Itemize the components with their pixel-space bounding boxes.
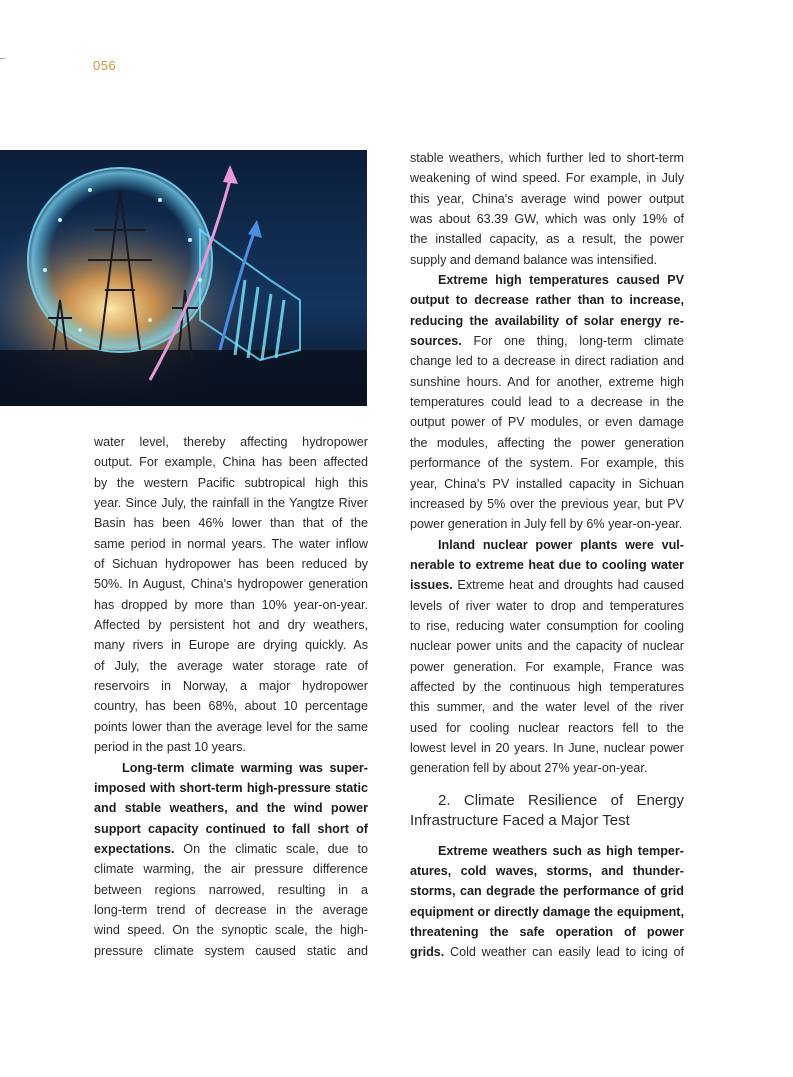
text-line — [410, 922, 684, 942]
text-line — [410, 902, 684, 922]
text-line — [94, 758, 368, 778]
text-line — [410, 575, 684, 595]
text-line — [410, 453, 684, 473]
body-text: nuclear power units and the capacity of nuclear — [410, 639, 684, 654]
text-line — [410, 372, 684, 392]
lightbulb-power-grid-photo — [0, 150, 367, 406]
text-line — [94, 656, 368, 676]
section-heading — [410, 791, 684, 831]
text-line — [410, 311, 684, 331]
body-text: increased by 5% over the previous year, but PV — [410, 496, 684, 511]
text-line — [94, 534, 368, 554]
paragraph — [410, 270, 684, 534]
section-heading-line: Infrastructure Faced a Major Test — [410, 811, 630, 829]
text-line — [94, 798, 368, 818]
section-heading-line: 2. Climate Resilience of Energy — [438, 791, 684, 809]
text-line — [94, 839, 368, 859]
text-line — [94, 778, 368, 798]
paragraph — [94, 758, 368, 961]
text-line — [94, 880, 368, 900]
text-line — [94, 819, 368, 839]
body-text: many rivers in Europe are drying quickly. As — [94, 638, 368, 653]
body-text: year. Since July, the rainfall in the Yangtze River — [94, 496, 368, 511]
body-text: output power of PV modules, or even damage — [410, 415, 684, 430]
text-line — [410, 596, 684, 616]
text-line — [410, 392, 684, 412]
bold-lead-text: support capacity continued to fall short of — [94, 821, 368, 836]
body-text: to rise, reducing water consumption for cooling — [410, 618, 684, 633]
body-text: of Sichuan hydropower has been reduced by — [94, 557, 368, 572]
body-text: Cold weather can easily lead to icing of — [444, 945, 684, 960]
text-line — [410, 474, 684, 494]
body-text: lowest level in 20 years. In June, nuclear power — [410, 740, 684, 755]
text-line — [410, 433, 684, 453]
text-line — [410, 412, 684, 432]
body-text: affected by the continuous high temperatures — [410, 679, 684, 694]
body-text: this year, China's average wind power output — [410, 191, 684, 206]
crop-mark — [0, 58, 5, 59]
text-line — [94, 432, 368, 452]
right-text-column — [410, 148, 684, 963]
text-line — [94, 635, 368, 655]
text-line — [94, 595, 368, 615]
bold-lead-text: grids. — [410, 945, 445, 960]
text-line — [410, 535, 684, 555]
text-line — [94, 920, 368, 940]
text-line — [94, 717, 368, 737]
text-line — [410, 841, 684, 861]
body-text: performance of the system. For example, this — [410, 456, 684, 471]
text-line — [410, 290, 684, 310]
body-text: power generation in July fell by 6% year-on-year. — [410, 517, 683, 532]
text-line — [410, 270, 684, 290]
body-text: points lower than the average level for the same — [94, 719, 368, 734]
bold-lead-text: Extreme high temperatures caused PV — [438, 273, 684, 288]
text-line — [410, 677, 684, 697]
body-text: Affected by persistent hot and dry weathers, — [94, 618, 368, 633]
paragraph — [410, 841, 684, 963]
text-line — [410, 250, 684, 270]
bold-lead-text: imposed with short-term high-pressure static — [94, 780, 368, 795]
body-text: For one thing, long-term climate — [461, 334, 684, 349]
bold-lead-text: threatening the safe operation of power — [410, 925, 684, 940]
text-line — [410, 351, 684, 371]
body-text: stable weathers, which further led to short-term — [410, 151, 684, 165]
text-line — [410, 657, 684, 677]
bold-lead-text: issues. — [410, 578, 453, 593]
bold-lead-text: reducing the availability of solar energy re- — [410, 313, 684, 328]
body-text: climate warming, the air pressure difference — [94, 862, 368, 877]
text-line — [94, 493, 368, 513]
paragraph — [94, 432, 368, 758]
bold-lead-text: and stable weathers, and the wind power — [94, 801, 368, 816]
body-text: by the western Pacific subtropical high this — [94, 475, 368, 490]
page-number: 056 — [93, 58, 117, 73]
left-text-column — [94, 432, 368, 961]
bold-lead-text: Extreme weathers such as high temper- — [438, 843, 684, 858]
body-text: period in the past 10 years. — [94, 740, 246, 755]
text-line — [410, 718, 684, 738]
body-text: year, China's PV installed capacity in Sichuan — [410, 476, 684, 491]
body-text: pressure climate system caused static and — [94, 943, 368, 958]
text-line — [410, 331, 684, 351]
bold-lead-text: sources. — [410, 334, 462, 349]
body-text: power generation. For example, France was — [410, 659, 684, 674]
body-text: of July, the average water storage rate of — [94, 658, 368, 673]
text-line — [94, 859, 368, 879]
text-line — [94, 696, 368, 716]
text-line — [410, 189, 684, 209]
body-text: weakening of wind speed. For example, in July — [410, 171, 684, 186]
text-line — [94, 676, 368, 696]
text-line — [410, 555, 684, 575]
body-text: the installed capacity, as a result, the power — [410, 232, 684, 247]
body-text: temperatures could lead to a decrease in the — [410, 395, 684, 410]
body-text: sunshine hours. And for another, extreme high — [410, 374, 684, 389]
text-line — [410, 942, 684, 962]
text-line — [410, 168, 684, 188]
text-line — [410, 229, 684, 249]
bold-lead-text: Inland nuclear power plants were vul- — [438, 537, 684, 552]
paragraph — [410, 148, 684, 270]
bold-lead-text: atures, cold waves, storms, and thunder- — [410, 864, 684, 878]
text-line — [410, 881, 684, 901]
body-text: has dropped by more than 10% year-on-year. — [94, 597, 368, 612]
text-line — [410, 861, 684, 881]
text-line — [410, 616, 684, 636]
text-line — [94, 452, 368, 472]
text-line — [94, 941, 368, 961]
body-text: this summer, and the water level of the river — [410, 700, 684, 715]
body-text: same period in normal years. The water inflow — [94, 536, 368, 551]
text-line — [94, 737, 368, 757]
body-text: Basin has been 46% lower than that of the — [94, 516, 368, 531]
body-text: reservoirs in Norway, a major hydropower — [94, 679, 368, 694]
body-text: 50%. In August, China's hydropower generation — [94, 577, 368, 592]
text-line — [410, 738, 684, 758]
paragraph — [410, 535, 684, 779]
body-text: was about 63.39 GW, which was only 19% of — [410, 212, 684, 227]
text-line — [94, 513, 368, 533]
body-text: water level, thereby affecting hydropower — [94, 435, 368, 449]
body-text: On the climatic scale, due to — [174, 841, 368, 856]
body-text: used for cooling nuclear reactors fell to the — [410, 720, 684, 735]
text-line — [94, 900, 368, 920]
text-line — [410, 636, 684, 656]
body-text: levels of river water to drop and temperatures — [410, 598, 684, 613]
bold-lead-text: expectations. — [94, 841, 175, 856]
body-text: wind speed. On the synoptic scale, the high- — [94, 923, 368, 938]
text-line — [410, 148, 684, 168]
body-text: generation fell by about 27% year-on-year. — [410, 761, 648, 776]
bold-lead-text: storms, can degrade the performance of grid — [410, 884, 684, 899]
text-line — [94, 473, 368, 493]
body-text: output. For example, China has been affected — [94, 455, 368, 470]
bold-lead-text: output to decrease rather than to increase, — [410, 293, 684, 308]
body-text: change led to a decrease in direct radiation and — [410, 354, 684, 369]
text-line — [94, 574, 368, 594]
bold-lead-text: equipment or directly damage the equipment, — [410, 904, 684, 919]
body-text: between regions narrowed, resulting in a — [94, 882, 368, 897]
body-text: the modules, affecting the power generation — [410, 435, 684, 450]
body-text: supply and demand balance was intensified. — [410, 252, 658, 267]
text-line — [410, 758, 684, 778]
bold-lead-text: nerable to extreme heat due to cooling water — [410, 557, 684, 572]
text-line — [410, 514, 684, 534]
text-line — [410, 209, 684, 229]
text-line — [410, 697, 684, 717]
text-line — [410, 494, 684, 514]
text-line — [94, 554, 368, 574]
body-text: country, has been 68%, about 10 percentage — [94, 699, 368, 714]
text-line — [94, 615, 368, 635]
body-text: Extreme heat and droughts had caused — [452, 578, 684, 593]
bold-lead-text: Long-term climate warming was super- — [122, 760, 368, 775]
body-text: long-term trend of decrease in the average — [94, 902, 368, 917]
